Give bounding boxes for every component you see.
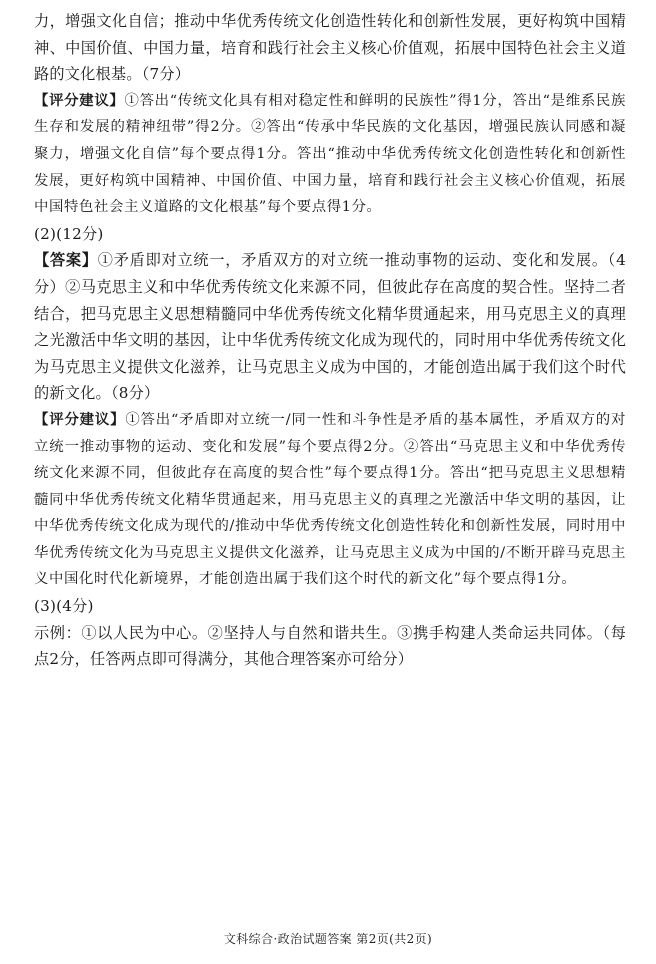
question-3-label: (3)(4分) — [34, 597, 94, 616]
scoring-tag: 【评分建议】 — [34, 91, 125, 109]
scoring-tag: 【评分建议】 — [34, 410, 126, 428]
scoring-text: ①答出“矛盾即对立统一/同一性和斗争性是矛盾的基本属性，矛盾双方的对立统一推动事物的运动、变化和发展”每个要点得2分。②答出“马克思主义和中华优秀传统文化来源不同，但彼此存在高度的契合性”每个要点得1分。答出“把马克思主义思想精髓同中华优秀传统文化精华贯通起来，用马克思主义的真理之光激活中华文明的基因，让中华优秀传统文化成为现代的/推动中华优秀传统文化创造性转化和创新性发展，同时用中华优秀传统文化为马克思主义提供文化滋养，让马克思主义成为中国的/不断开辟马克思主义中国化时代化新境界，才能创造出属于我们这个时代的新文化”每个要点得1分。 — [34, 411, 626, 588]
answer-document — [34, 8, 626, 673]
scoring-text: ①答出“传统文化具有相对稳定性和鲜明的民族性”得1分，答出“是维系民族生存和发展的精神纽带”得2分。②答出“传承中华民族的文化基因，增强民族认同感和凝聚力，增强文化自信”每个要点得1分。答出“推动中华优秀传统文化创造性转化和创新性发展，更好构筑中国精神、中国价值、中国力量，培育和践行社会主义核心价值观，拓展中国特色社会主义道路的文化根基”每个要点得1分。 — [34, 92, 626, 216]
question-3-heading — [34, 593, 626, 620]
scoring-suggestion-2 — [34, 407, 626, 593]
example-text: 示例：①以人民为中心。②坚持人与自然和谐共生。③携手构建人类命运共同体。（每点2分，任答两点即可得满分，其他合理答案亦可给分） — [34, 623, 626, 669]
answer-continuation — [34, 8, 626, 88]
answer-tag: 【答案】 — [34, 251, 98, 270]
answer-text: ①矛盾即对立统一，矛盾双方的对立统一推动事物的运动、变化和发展。（4分）②马克思主义和中华优秀传统文化来源不同，但彼此存在高度的契合性。坚持二者结合，把马克思主义思想精髓同中华优秀传统文化精华贯通起来，用马克思主义的真理之光激活中华文明的基因，让中华优秀传统文化成为现代的，同时用中华优秀传统文化为马克思主义提供文化滋养，让马克思主义成为中国的，才能创造出属于我们这个时代的新文化。（8分） — [34, 251, 626, 403]
scoring-suggestion-1 — [34, 88, 626, 221]
question-2-label: (2)(12分) — [34, 224, 104, 243]
question-2-heading — [34, 221, 626, 248]
page-footer: 文科综合·政治试题答案 第2页(共2页) — [223, 932, 433, 946]
answer-continuation-text: 力，增强文化自信；推动中华优秀传统文化创造性转化和创新性发展，更好构筑中国精神、中国价值、中国力量，培育和践行社会主义核心价值观，拓展中国特色社会主义道路的文化根基。（7分） — [34, 12, 626, 84]
answer-2 — [34, 247, 626, 407]
answer-3-example — [34, 620, 626, 673]
